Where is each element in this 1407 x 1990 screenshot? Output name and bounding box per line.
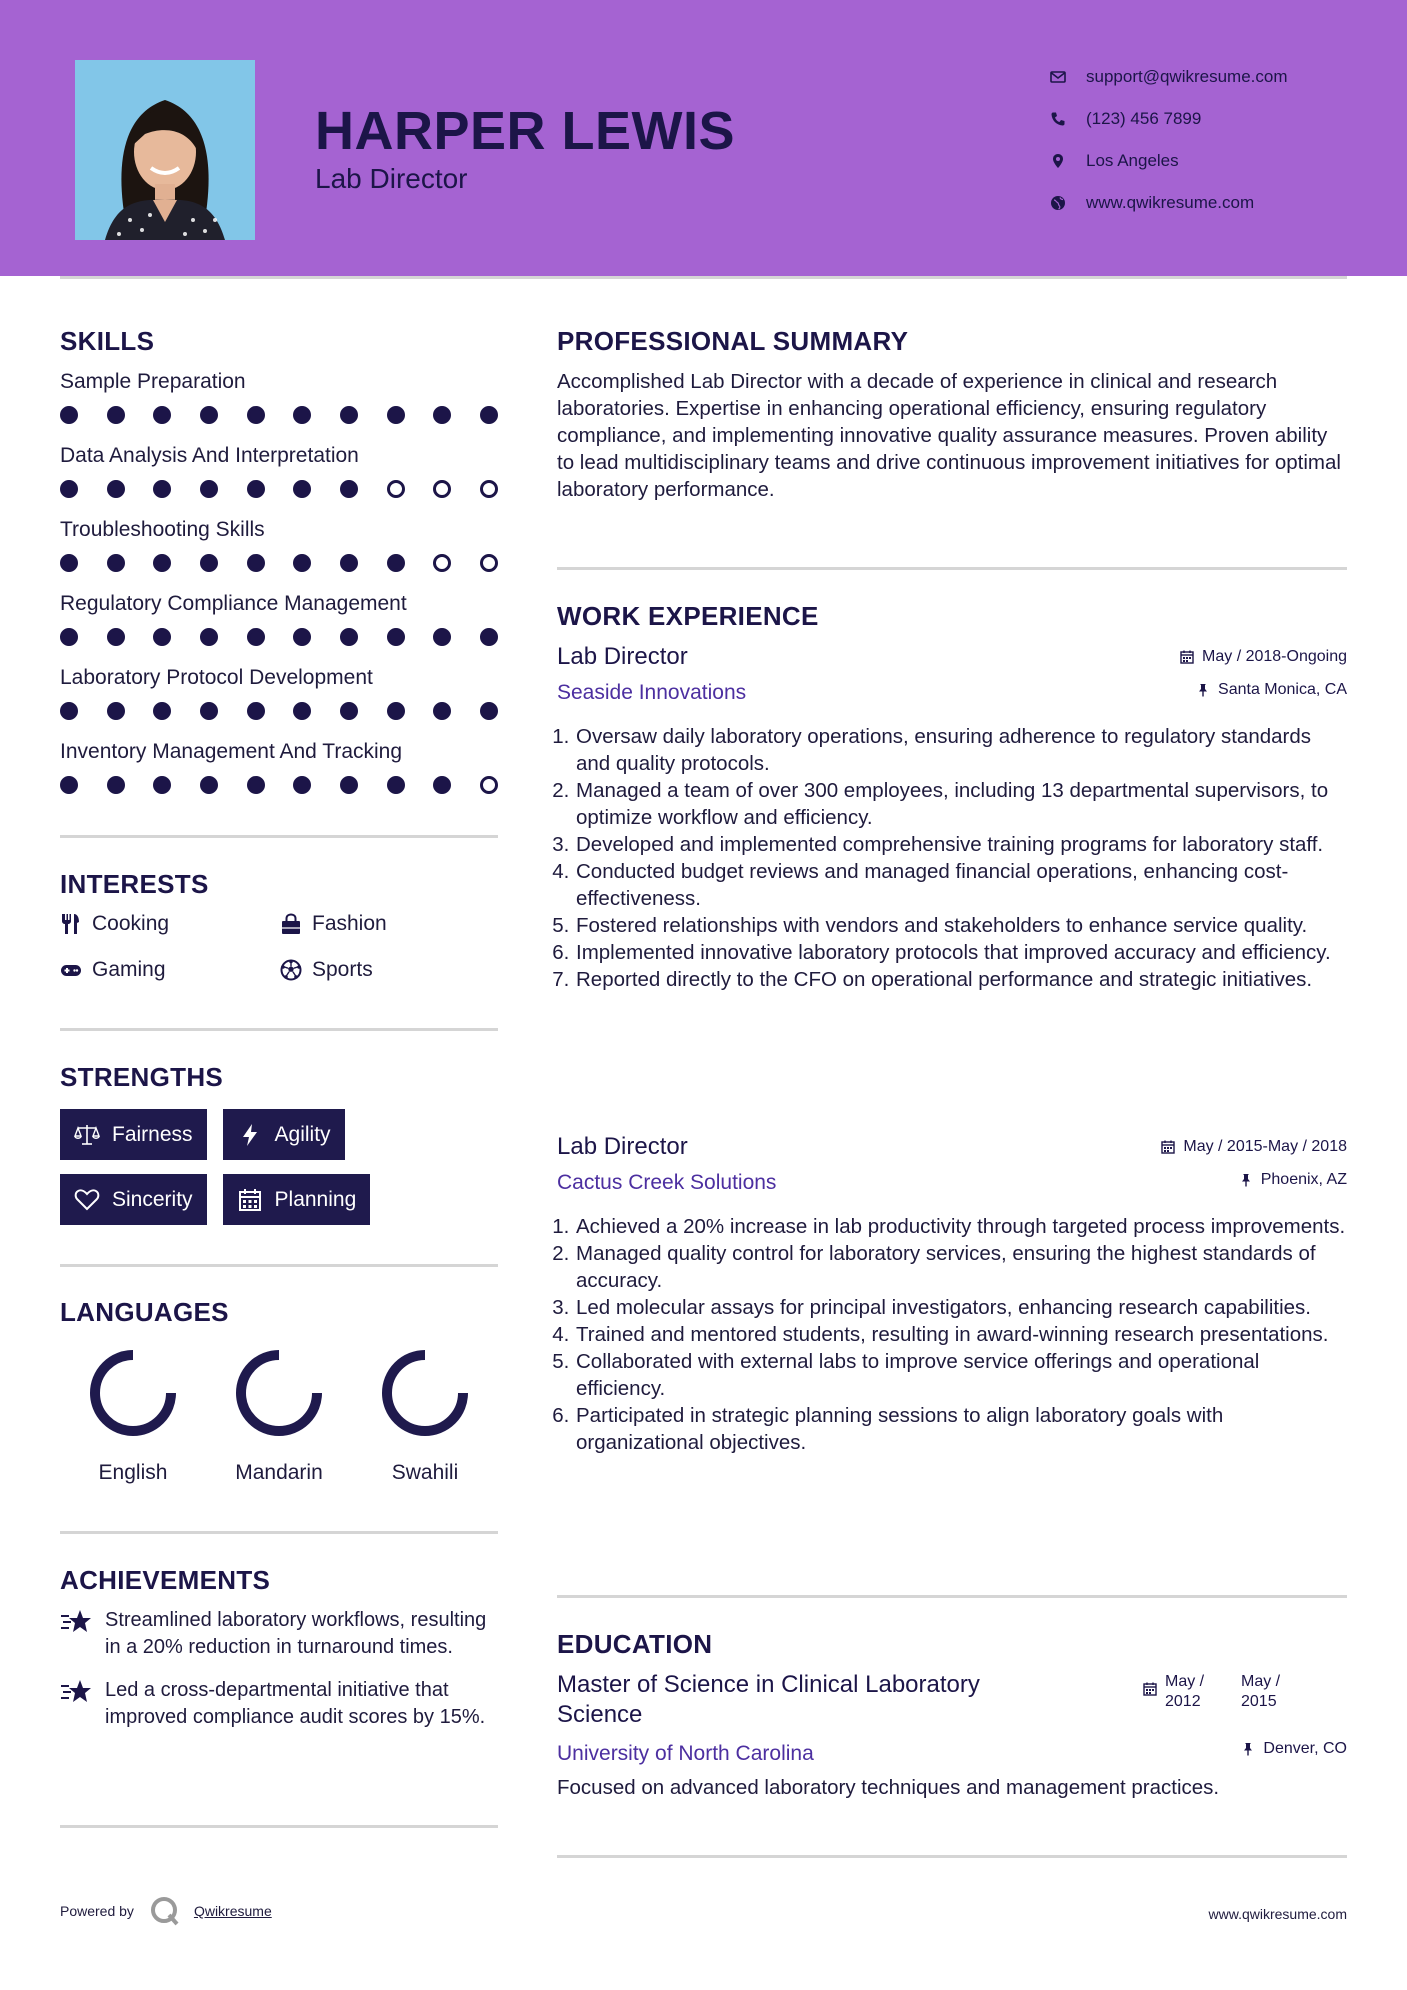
rating-dot-filled (247, 776, 265, 794)
languages-divider (60, 1531, 498, 1534)
achievement-text: Streamlined laboratory workflows, resulting in a 20% reduction in turnaround times. (105, 1609, 487, 1658)
strengths-heading: STRENGTHS (60, 1062, 224, 1092)
education-description: Focused on advanced laboratory techniques and management practices. (557, 1776, 1220, 1799)
envelope-icon (1050, 69, 1066, 85)
skills-heading: SKILLS (60, 326, 155, 356)
rating-dot-filled (107, 702, 125, 720)
achievements-list (60, 1607, 500, 1747)
interest-item (60, 910, 280, 938)
rating-dot-filled (200, 628, 218, 646)
rating-dot-filled (480, 702, 498, 720)
interest-item (280, 956, 500, 984)
rating-dot-filled (433, 406, 451, 424)
powered-by-text: Powered by (60, 1903, 134, 1919)
strength-badge (223, 1174, 371, 1225)
contact-website[interactable] (1050, 182, 1288, 224)
rating-dot-filled (153, 554, 171, 572)
rating-dot-empty (433, 554, 451, 572)
footer-powered-by (60, 1896, 272, 1926)
education-end: May / 2015 (1241, 1673, 1281, 1710)
job-title: Lab Director (557, 643, 688, 670)
skill-name: Laboratory Protocol Development (60, 666, 373, 689)
education-heading: EDUCATION (557, 1629, 713, 1659)
summary-text: Accomplished Lab Director with a decade of experience in clinical and research laboratories. Expertise in enhancing operational efficiency, ensuring regulatory compliance, and implementing innovative quality assurance measures. Proven ability to lead multidisciplinary teams and drive continuous improvement initiatives for optimal laboratory performance. (557, 370, 1341, 501)
job-bullet: 4. Conducted budget reviews and managed financial operations, enhancing cost-effectiveness. (575, 858, 1347, 912)
job-date-text: May / 2015-May / 2018 (1183, 1138, 1347, 1155)
summary-divider (557, 567, 1347, 570)
skill-name: Sample Preparation (60, 370, 246, 393)
rating-dot-filled (293, 628, 311, 646)
interest-label: Gaming (92, 958, 166, 981)
gamepad-icon (60, 959, 82, 981)
shooting-star-icon (60, 1677, 94, 1705)
utensils-icon (60, 913, 82, 935)
achievements-divider (60, 1825, 498, 1828)
rating-dot-filled (153, 480, 171, 498)
job-entry (557, 1133, 1347, 1456)
rating-dot-filled (107, 406, 125, 424)
rating-dot-filled (200, 776, 218, 794)
rating-dot-filled (340, 628, 358, 646)
language-gauge-arc (387, 1355, 463, 1431)
job-bullet: 7. Reported directly to the CFO on operational performance and strategic initiatives. (575, 966, 1347, 993)
job-bullet: 5. Fostered relationships with vendors and stakeholders to enhance service quality. (575, 912, 1347, 939)
job-location-text: Santa Monica, CA (1218, 681, 1347, 698)
strengths-divider (60, 1264, 498, 1267)
rating-dot-filled (293, 480, 311, 498)
rating-dot-filled (107, 776, 125, 794)
languages-list (60, 1347, 498, 1485)
job-bullet: 2. Managed a team of over 300 employees, including 13 departmental supervisors, to optimize workflow and efficiency. (575, 777, 1347, 831)
rating-dot-filled (387, 776, 405, 794)
skill-rating (60, 698, 498, 738)
contact-email-text: support@qwikresume.com (1086, 67, 1288, 86)
rating-dot-empty (480, 776, 498, 794)
education-dates (1143, 1672, 1317, 1712)
education-divider (557, 1855, 1347, 1858)
interest-item (280, 910, 500, 938)
job-bullet: 6. Implemented innovative laboratory protocols that improved accuracy and efficiency. (575, 939, 1347, 966)
contact-phone-text: (123) 456 7899 (1086, 109, 1202, 128)
shopping-bag-icon (280, 913, 302, 935)
experience-heading: WORK EXPERIENCE (557, 601, 819, 631)
pushpin-icon (1239, 1173, 1253, 1187)
education-location (1241, 1740, 1347, 1758)
job-bullets (557, 723, 1347, 993)
rating-dot-filled (480, 406, 498, 424)
interest-label: Fashion (312, 912, 387, 935)
education-entry (557, 1670, 1347, 1800)
job-bullet: 5. Collaborated with external labs to improve service offerings and operational efficiency. (575, 1348, 1347, 1402)
skill-rating (60, 402, 498, 442)
rating-dot-filled (247, 406, 265, 424)
skill-rating (60, 624, 498, 664)
skills-divider (60, 835, 498, 838)
rating-dot-empty (387, 480, 405, 498)
job-bullet: 1. Achieved a 20% increase in lab productivity through targeted process improvements. (575, 1213, 1347, 1240)
education-location-text: Denver, CO (1263, 1740, 1347, 1757)
strengths-list (60, 1109, 500, 1239)
language-item (206, 1347, 352, 1485)
job-bullet: 4. Trained and mentored students, resulting in award-winning research presentations. (575, 1321, 1347, 1348)
skill-rating (60, 476, 498, 516)
rating-dot-filled (293, 776, 311, 794)
rating-dot-filled (200, 702, 218, 720)
rating-dot-filled (60, 554, 78, 572)
skill-name: Inventory Management And Tracking (60, 740, 403, 763)
rating-dot-filled (340, 406, 358, 424)
heart-icon (74, 1188, 100, 1212)
education-start: May / 2012 (1165, 1673, 1205, 1710)
job-entry (557, 643, 1347, 993)
rating-dot-filled (387, 628, 405, 646)
rating-dot-filled (340, 554, 358, 572)
experience-divider (557, 1595, 1347, 1598)
skill-name: Troubleshooting Skills (60, 518, 265, 541)
language-gauge (379, 1347, 471, 1439)
contact-phone[interactable] (1050, 98, 1288, 140)
calendar-icon (1143, 1682, 1157, 1696)
calendar-icon (1161, 1140, 1175, 1154)
language-name: English (98, 1461, 168, 1484)
achievements-heading: ACHIEVEMENTS (60, 1565, 271, 1595)
language-gauge-arc (95, 1355, 171, 1431)
language-gauge (233, 1347, 325, 1439)
contact-location-text: Los Angeles (1086, 151, 1179, 170)
rating-dot-empty (433, 480, 451, 498)
rating-dot-filled (107, 480, 125, 498)
header-divider (60, 276, 1347, 279)
rating-dot-filled (107, 554, 125, 572)
job-title: Lab Director (557, 1133, 688, 1160)
rating-dot-filled (107, 628, 125, 646)
job-date (1161, 1138, 1347, 1156)
rating-dot-filled (387, 702, 405, 720)
calendar-icon (237, 1188, 263, 1212)
qwikresume-link[interactable]: Qwikresume (193, 1903, 272, 1919)
rating-dot-filled (200, 406, 218, 424)
job-date (1180, 648, 1347, 666)
education-school: University of North Carolina (557, 1742, 814, 1765)
interest-item (60, 956, 280, 984)
contact-website-text: www.qwikresume.com (1086, 193, 1255, 212)
language-name: Mandarin (235, 1461, 323, 1484)
contact-location (1050, 140, 1288, 182)
shooting-star-icon (60, 1607, 94, 1635)
rating-dot-filled (200, 554, 218, 572)
interest-label: Cooking (92, 912, 170, 935)
contact-list (1050, 56, 1288, 224)
rating-dot-filled (247, 702, 265, 720)
achievement-text: Led a cross-departmental initiative that improved compliance audit scores by 15%. (105, 1679, 486, 1728)
job-company: Cactus Creek Solutions (557, 1171, 777, 1194)
skills-list (60, 368, 500, 812)
education-degree: Master of Science in Clinical Laboratory Science (557, 1671, 980, 1728)
achievement-item (60, 1607, 500, 1661)
job-location-text: Phoenix, AZ (1260, 1171, 1347, 1188)
language-item (352, 1347, 498, 1485)
rating-dot-filled (293, 554, 311, 572)
profile-photo (75, 60, 255, 240)
phone-icon (1050, 111, 1066, 127)
rating-dot-filled (60, 628, 78, 646)
calendar-icon (1180, 650, 1194, 664)
rating-dot-filled (340, 702, 358, 720)
rating-dot-filled (247, 480, 265, 498)
rating-dot-filled (200, 480, 218, 498)
contact-email[interactable] (1050, 56, 1288, 98)
skill-rating (60, 772, 498, 812)
rating-dot-filled (340, 480, 358, 498)
rating-dot-filled (60, 480, 78, 498)
skill-name: Regulatory Compliance Management (60, 592, 407, 615)
rating-dot-empty (480, 480, 498, 498)
strength-label: Sincerity (112, 1187, 193, 1211)
rating-dot-filled (247, 628, 265, 646)
map-pin-icon (1050, 153, 1066, 169)
job-bullet: 3. Developed and implemented comprehensive training programs for laboratory staff. (575, 831, 1347, 858)
rating-dot-filled (153, 406, 171, 424)
skill-name: Data Analysis And Interpretation (60, 444, 359, 467)
skill-rating (60, 550, 498, 590)
summary-heading: PROFESSIONAL SUMMARY (557, 326, 909, 356)
job-bullet: 6. Participated in strategic planning sessions to align laboratory goals with organizational objectives. (575, 1402, 1347, 1456)
job-bullet: 2. Managed quality control for laboratory services, ensuring the highest standards of accuracy. (575, 1240, 1347, 1294)
rating-dot-filled (153, 702, 171, 720)
achievement-item (60, 1677, 500, 1731)
job-company: Seaside Innovations (557, 681, 747, 704)
rating-dot-filled (153, 628, 171, 646)
bolt-icon (237, 1123, 263, 1147)
rating-dot-filled (293, 406, 311, 424)
rating-dot-filled (433, 776, 451, 794)
job-location (1239, 1171, 1347, 1189)
language-item (60, 1347, 206, 1485)
job-location (1196, 681, 1347, 699)
footer-website[interactable]: www.qwikresume.com (1208, 1906, 1347, 1922)
scale-icon (74, 1123, 100, 1147)
strength-label: Agility (274, 1122, 331, 1146)
rating-dot-filled (247, 554, 265, 572)
rating-dot-filled (60, 702, 78, 720)
interests-divider (60, 1028, 498, 1031)
interests-list (60, 910, 500, 984)
pushpin-icon (1241, 1742, 1255, 1756)
interest-label: Sports (312, 958, 373, 981)
rating-dot-empty (480, 554, 498, 572)
rating-dot-filled (387, 406, 405, 424)
job-date-text: May / 2018-Ongoing (1202, 648, 1347, 665)
pushpin-icon (1196, 683, 1210, 697)
language-gauge-arc (241, 1355, 317, 1431)
rating-dot-filled (293, 702, 311, 720)
resume-header (0, 0, 1407, 276)
rating-dot-filled (60, 776, 78, 794)
strength-label: Fairness (112, 1122, 193, 1146)
qwikresume-logo-icon (150, 1896, 180, 1926)
rating-dot-filled (340, 776, 358, 794)
languages-heading: LANGUAGES (60, 1297, 229, 1327)
rating-dot-filled (153, 776, 171, 794)
rating-dot-filled (433, 628, 451, 646)
rating-dot-filled (60, 406, 78, 424)
strength-label: Planning (274, 1187, 357, 1211)
strength-badge (60, 1109, 207, 1160)
candidate-title: Lab Director (315, 163, 468, 194)
rating-dot-filled (433, 702, 451, 720)
job-bullet: 3. Led molecular assays for principal investigators, enhancing research capabilities. (575, 1294, 1347, 1321)
rating-dot-filled (480, 628, 498, 646)
language-gauge (87, 1347, 179, 1439)
soccer-ball-icon (280, 959, 302, 981)
candidate-name: HARPER LEWIS (315, 101, 736, 161)
globe-icon (1050, 195, 1066, 211)
interests-heading: INTERESTS (60, 869, 209, 899)
rating-dot-filled (387, 554, 405, 572)
strength-badge (223, 1109, 345, 1160)
job-bullet: 1. Oversaw daily laboratory operations, ensuring adherence to regulatory standards and quality protocols. (575, 723, 1347, 777)
job-bullets (557, 1213, 1347, 1456)
strength-badge (60, 1174, 207, 1225)
language-name: Swahili (391, 1461, 459, 1484)
